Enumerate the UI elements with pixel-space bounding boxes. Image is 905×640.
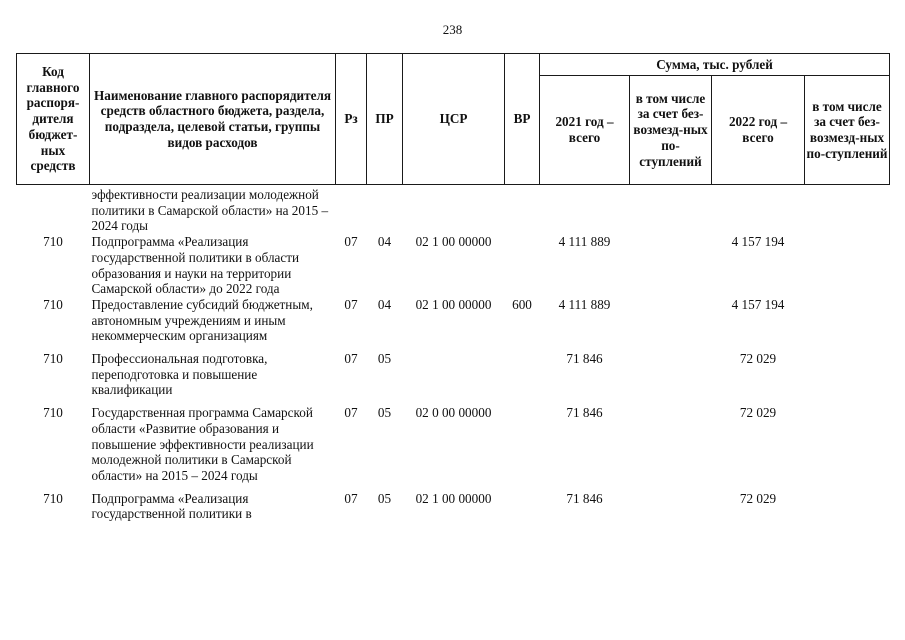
cell-2021-free	[630, 234, 712, 297]
cell-vr: 600	[512, 296, 532, 312]
cell-2022-free	[805, 185, 890, 235]
cell-rz: 07	[344, 351, 358, 367]
cell-name: Предоставление субсидий бюджетным, автономным учреждениям и иным некоммерческим организациям	[91, 296, 313, 344]
table-row	[17, 234, 890, 297]
cell-2022-total: 72 029	[739, 490, 777, 506]
cell-pr: 05	[377, 405, 392, 421]
cell-2021-total: 4 111 889	[558, 296, 611, 312]
cell-2022-total: 72 029	[739, 405, 777, 421]
cell-2021-total: 71 846	[566, 351, 603, 367]
cell-vr	[505, 484, 540, 522]
cell-2022-total: 4 157 194	[731, 296, 785, 312]
cell-name: Подпрограмма «Реализация государственной политики в	[91, 490, 252, 522]
cell-2021-free	[630, 297, 712, 344]
cell-vr	[505, 398, 540, 484]
cell-code: 710	[43, 234, 63, 250]
cell-2021-free	[630, 398, 712, 484]
cell-pr	[367, 185, 403, 235]
table-row	[17, 297, 890, 344]
cell-vr	[505, 234, 540, 297]
cell-2022-free	[805, 398, 890, 484]
cell-code: 710	[43, 351, 63, 367]
cell-2022-free	[805, 297, 890, 344]
cell-csr: 02 1 00 00000	[415, 296, 492, 312]
header-2021-total: 2021 год – всего	[540, 76, 630, 185]
budget-table	[16, 53, 890, 522]
cell-csr	[403, 344, 505, 398]
cell-pr: 05	[377, 351, 392, 367]
cell-code: 710	[43, 296, 63, 312]
cell-2022-total: 72 029	[739, 351, 777, 367]
header-pr: ПР	[367, 54, 403, 185]
cell-vr	[505, 344, 540, 398]
header-csr: ЦСР	[403, 54, 505, 185]
cell-rz: 07	[344, 234, 358, 250]
cell-2021-total: 4 111 889	[558, 234, 611, 250]
cell-2022-free	[805, 234, 890, 297]
cell-2021-free	[630, 484, 712, 522]
cell-csr: 02 0 00 00000	[415, 405, 492, 421]
table-row	[17, 484, 890, 522]
cell-rz: 07	[344, 405, 358, 421]
cell-2021-free	[630, 185, 712, 235]
cell-name: Подпрограмма «Реализация государственной политики в области образования и науки на территории Самарской области» до 2022 года	[91, 234, 300, 297]
cell-rz: 07	[344, 296, 358, 312]
cell-code: 710	[43, 405, 63, 421]
cell-csr	[403, 185, 505, 235]
header-name: Наименование главного распорядителя средств областного бюджета, раздела, подраздела, целевой статьи, группы видов расходов	[90, 54, 336, 185]
table-row	[17, 185, 890, 235]
cell-pr: 04	[377, 296, 392, 312]
header-2022-free: в том числе за счет без-возмезд-ных по-ступлений	[805, 76, 890, 185]
cell-2022-total: 4 157 194	[731, 234, 785, 250]
cell-rz	[336, 185, 367, 235]
cell-name: Государственная программа Самарской области «Развитие образования и повышение эффективности реализации молодежной политики в Самарской области» на 2015 – 2024 годы	[91, 405, 314, 483]
cell-rz: 07	[344, 490, 358, 506]
cell-code	[17, 185, 90, 235]
cell-vr	[505, 185, 540, 235]
cell-2021-total: 71 846	[566, 490, 603, 506]
header-rz: Рз	[336, 54, 367, 185]
cell-2021-total	[540, 185, 630, 235]
cell-2022-total	[712, 185, 805, 235]
table-row	[17, 344, 890, 398]
cell-code: 710	[43, 490, 63, 506]
header-sum: Сумма, тыс. рублей	[540, 54, 890, 76]
cell-pr: 05	[377, 490, 392, 506]
header-2022-total: 2022 год – всего	[712, 76, 805, 185]
cell-name: эффективности реализации молодежной политики в Самарской области» на 2015 – 2024 годы	[91, 187, 329, 234]
cell-2021-free	[630, 344, 712, 398]
cell-2022-free	[805, 484, 890, 522]
header-code: Код главного распоря-дителя бюджет-ных средств	[17, 54, 90, 185]
cell-name: Профессиональная подготовка, переподготовка и повышение квалификации	[91, 351, 268, 398]
cell-2021-total: 71 846	[566, 405, 603, 421]
cell-pr: 04	[377, 234, 392, 250]
header-vr: ВР	[505, 54, 540, 185]
cell-csr: 02 1 00 00000	[415, 234, 492, 250]
cell-csr: 02 1 00 00000	[415, 490, 492, 506]
cell-2022-free	[805, 344, 890, 398]
header-2021-free: в том числе за счет без-возмезд-ных по-ступлений	[630, 76, 712, 185]
page-number: 238	[442, 22, 463, 37]
table-row	[17, 398, 890, 484]
